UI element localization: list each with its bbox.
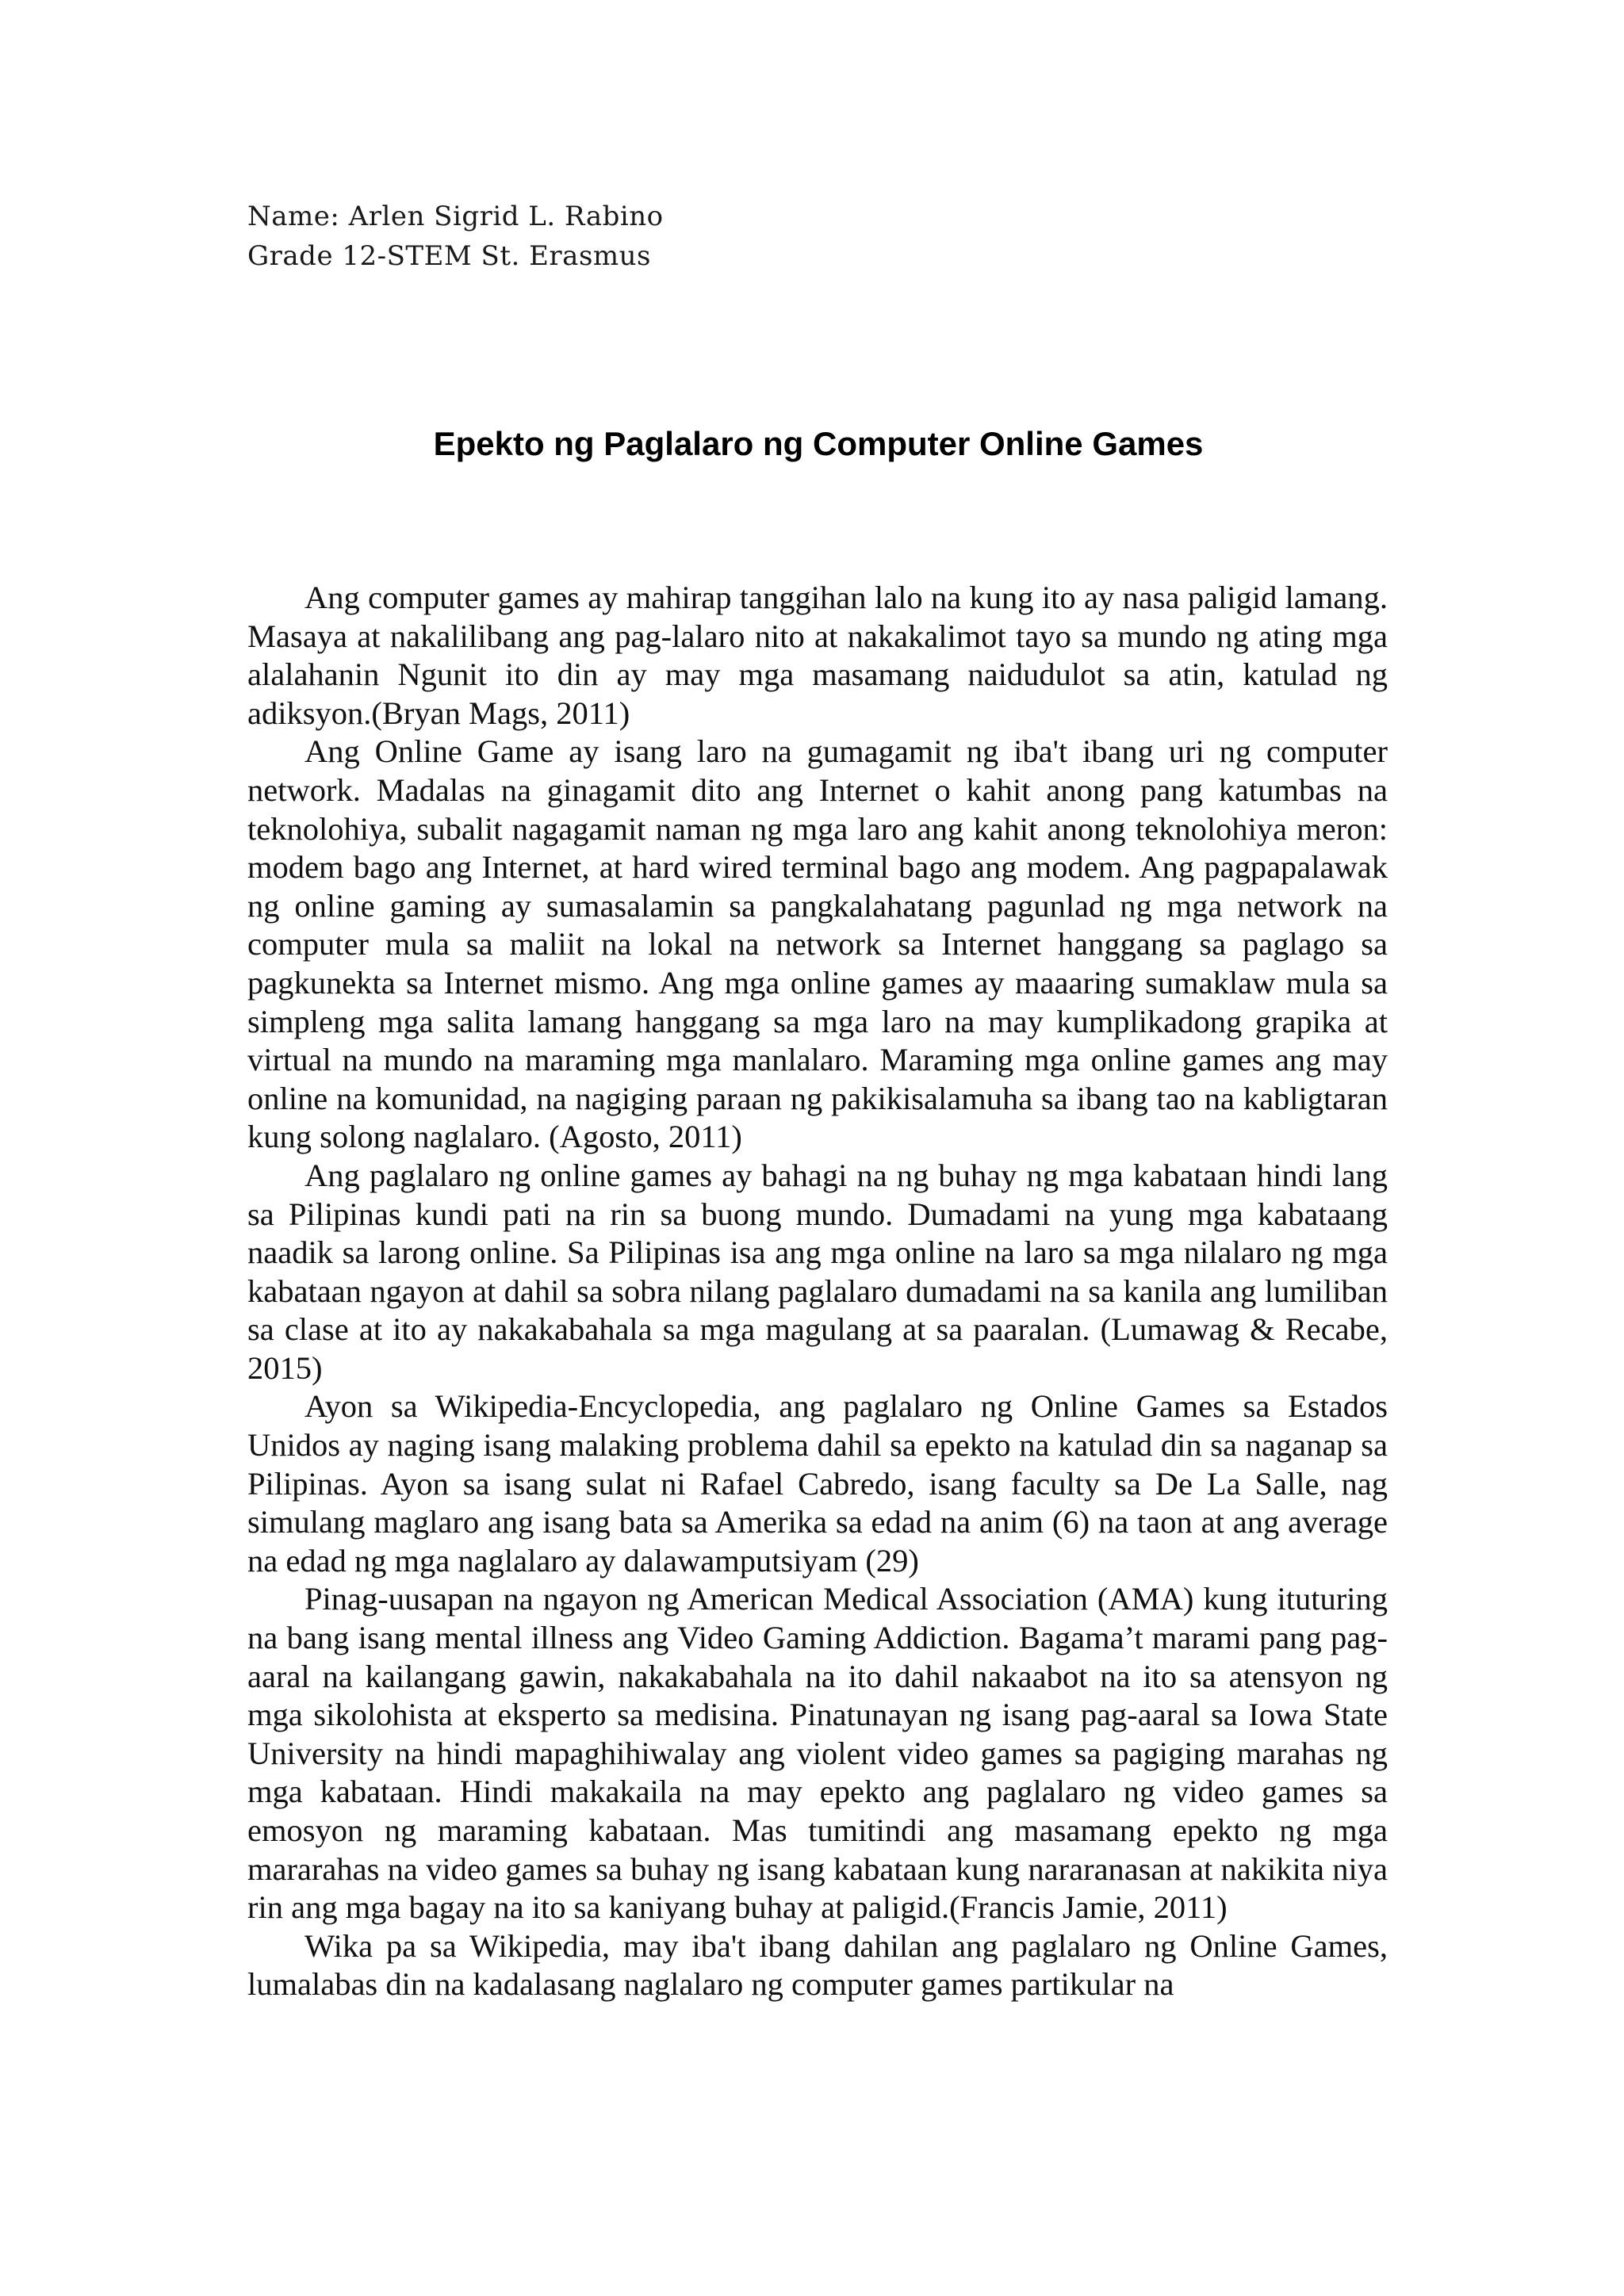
paragraph-5: Pinag-uusapan na ngayon ng American Medical Association (AMA) kung ituturing na bang isang mental illness ang Video Gaming Addiction. Bagama’t marami pang pag-aaral na kailangang gawin, nakakabahala na ito dahil nakaabot na ito sa atensyon ng mga sikolohista at eksperto sa medisina. Pinatunayan ng isang pag-aaral sa Iowa State University na hindi mapaghihiwalay ang violent video games sa pagiging marahas ng mga kabataan. Hindi makakaila na may epekto ang paglalaro ng video games sa emosyon ng maraming kabataan. Mas tumitindi ang masamang epekto ng mga mararahas na video games sa buhay ng isang kabataan kung nararanasan at nakikita niya rin ang mga bagay na ito sa kaniyang buhay at paligid.(Francis Jamie, 2011): [247, 1581, 1388, 1926]
document-title: Epekto ng Paglalaro ng Computer Online Games: [433, 425, 1204, 462]
essay-body: [247, 579, 1388, 2004]
paragraph-1: Ang computer games ay mahirap tanggihan lalo na kung ito ay nasa paligid lamang. Masaya at nakalilibang ang pag-lalaro nito at nakakalimot tayo sa mundo ng ating mga alalahanin Ngunit ito din ay may mga masamang naidudulot sa atin, katulad ng adiksyon.(Bryan Mags, 2011): [247, 580, 1388, 731]
paragraph-3: Ang paglalaro ng online games ay bahagi na ng buhay ng mga kabataan hindi lang sa Pilipinas kundi pati na rin sa buong mundo. Dumadami na yung mga kabataang naadik sa larong online. Sa Pilipinas isa ang mga online na laro sa mga nilalaro ng mga kabataan ngayon at dahil sa sobra nilang paglalaro dumadami na sa kanila ang lumiliban sa clase at ito ay nakakabahala sa mga magulang at sa paaralan. (Lumawag & Recabe, 2015): [247, 1157, 1388, 1386]
student-info: [247, 197, 664, 276]
paragraph-6: Wika pa sa Wikipedia, may iba't ibang dahilan ang paglalaro ng Online Games, lumalabas din na kadalasang naglalaro ng computer games partikular na: [247, 1927, 1388, 2003]
paragraph-4: Ayon sa Wikipedia-Encyclopedia, ang paglalaro ng Online Games sa Estados Unidos ay naging isang malaking problema dahil sa epekto na katulad din sa naganap sa Pilipinas. Ayon sa isang sulat ni Rafael Cabredo, isang faculty sa De La Salle, nag simulang maglaro ang isang bata sa Amerika sa edad na anim (6) na taon at ang average na edad ng mga naglalaro ay dalawamputsiyam (29): [247, 1388, 1388, 1578]
paragraph-2: Ang Online Game ay isang laro na gumagamit ng iba't ibang uri ng computer network. Madalas na ginagamit dito ang Internet o kahit anong pang katumbas na teknolohiya, subalit nagagamit naman ng mga laro ang kahit anong teknolohiya meron: modem bago ang Internet, at hard wired terminal bago ang modem. Ang pagpapalawak ng online gaming ay sumasalamin sa pangkalahatang pagunlad ng mga network na computer mula sa maliit na lokal na network sa Internet hanggang sa paglago sa pagkunekta sa Internet mismo. Ang mga online games ay maaaring sumaklaw mula sa simpleng mga salita lamang hanggang sa mga laro na may kumplikadong grapika at virtual na mundo na maraming mga manlalaro. Maraming mga online games ang may online na komunidad, na nagiging paraan ng pakikisalamuha sa ibang tao na kabligtaran kung solong naglalaro. (Agosto, 2011): [247, 733, 1388, 1155]
student-grade-section: Grade 12-STEM St. Erasmus: [247, 240, 651, 272]
student-name: Name: Arlen Sigrid L. Rabino: [247, 201, 664, 232]
